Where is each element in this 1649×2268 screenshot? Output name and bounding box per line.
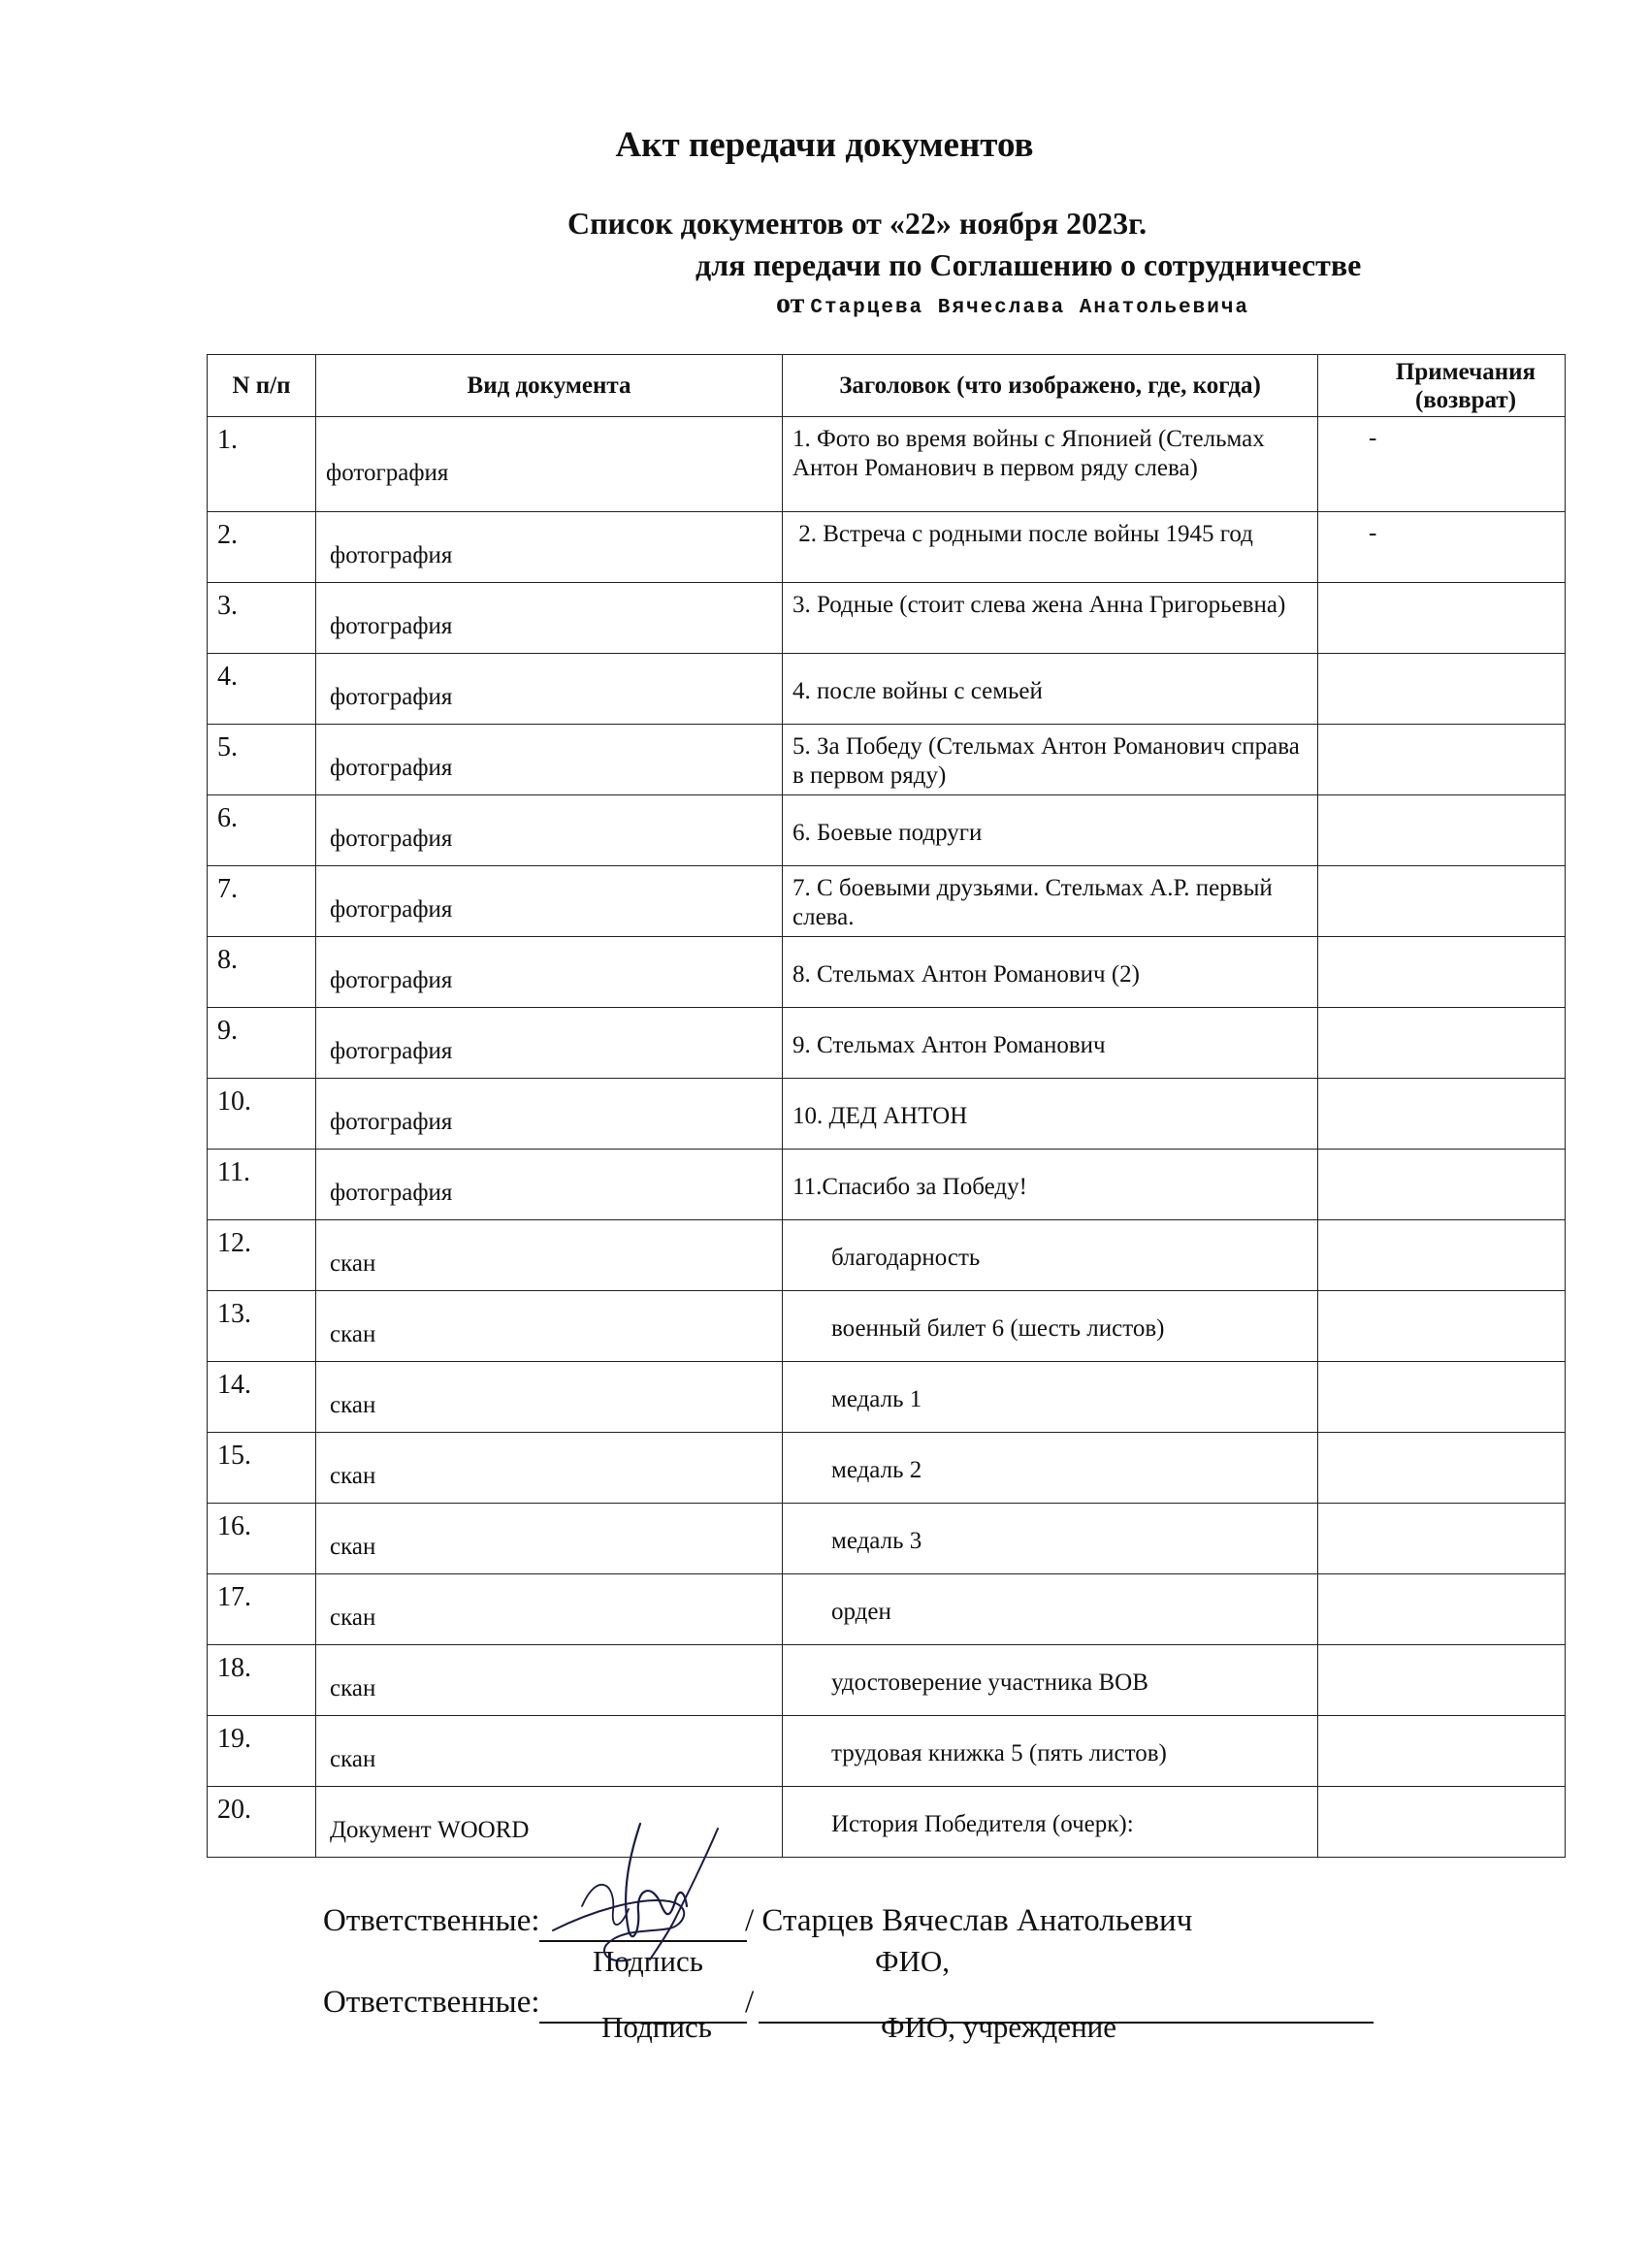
row-title: военный билет 6 (шесть листов) — [783, 1291, 1318, 1362]
row-number: 20. — [208, 1787, 316, 1858]
table-row — [208, 1716, 1566, 1787]
table-row — [208, 1433, 1566, 1504]
row-kind: скан — [316, 1220, 783, 1291]
row-note — [1318, 937, 1566, 1008]
responsible-label-2: Ответственные: — [323, 1985, 540, 2020]
row-note: - — [1318, 512, 1566, 583]
responsible-name-1: / Старцев Вячеслав Анатольевич — [745, 1903, 1193, 1938]
table-row — [208, 866, 1566, 937]
row-kind: скан — [316, 1362, 783, 1433]
table-row — [208, 512, 1566, 583]
row-number: 9. — [208, 1008, 316, 1079]
row-note: - — [1318, 417, 1566, 512]
row-title: благодарность — [783, 1220, 1318, 1291]
table-row — [208, 1008, 1566, 1079]
row-kind: фотография — [316, 1079, 783, 1150]
row-kind: скан — [316, 1716, 783, 1787]
row-kind: фотография — [316, 795, 783, 866]
row-note — [1318, 1574, 1566, 1645]
row-number: 4. — [208, 654, 316, 725]
fio-caption-1: ФИО, — [875, 1944, 951, 1978]
row-kind: фотография — [316, 725, 783, 795]
row-number: 6. — [208, 795, 316, 866]
agreement-line: для передачи по Соглашению о сотрудничестве — [695, 247, 1362, 282]
row-kind: фотография — [316, 866, 783, 937]
table-row — [208, 1645, 1566, 1716]
row-note — [1318, 1291, 1566, 1362]
table-row — [208, 795, 1566, 866]
row-note — [1318, 1504, 1566, 1574]
row-note — [1318, 583, 1566, 654]
row-number: 15. — [208, 1433, 316, 1504]
row-number: 1. — [208, 417, 316, 512]
row-title: 2. Встреча с родными после войны 1945 год — [783, 512, 1318, 583]
signature-caption-2: Подпись — [601, 2010, 712, 2044]
row-title: медаль 3 — [783, 1504, 1318, 1574]
row-number: 12. — [208, 1220, 316, 1291]
row-note — [1318, 1008, 1566, 1079]
table-row — [208, 1362, 1566, 1433]
row-title: 8. Стельмах Антон Романович (2) — [783, 937, 1318, 1008]
responsible-label-1: Ответственные: — [323, 1903, 540, 1938]
row-note — [1318, 654, 1566, 725]
from-prefix: от — [776, 287, 805, 319]
table-row — [208, 1079, 1566, 1150]
column-header-kind: Вид документа — [316, 355, 783, 417]
signature-caption-1: Подпись — [593, 1944, 703, 1978]
table-row — [208, 583, 1566, 654]
row-note — [1318, 1433, 1566, 1504]
row-kind: фотография — [316, 512, 783, 583]
row-number: 5. — [208, 725, 316, 795]
row-title: трудовая книжка 5 (пять листов) — [783, 1716, 1318, 1787]
row-number: 10. — [208, 1079, 316, 1150]
row-kind: скан — [316, 1291, 783, 1362]
column-header-title: Заголовок (что изображено, где, когда) — [783, 355, 1318, 417]
table-row — [208, 417, 1566, 512]
row-note — [1318, 795, 1566, 866]
from-line — [776, 287, 1249, 320]
row-kind: скан — [316, 1574, 783, 1645]
row-kind: фотография — [316, 417, 783, 512]
row-number: 11. — [208, 1150, 316, 1220]
row-number: 2. — [208, 512, 316, 583]
row-title: 5. За Победу (Стельмах Антон Романович справа в первом ряду) — [783, 725, 1318, 795]
table-row — [208, 1574, 1566, 1645]
row-title: 1. Фото во время войны с Японией (Стельмах Антон Романович в первом ряду слева) — [783, 417, 1318, 512]
row-title: 6. Боевые подруги — [783, 795, 1318, 866]
row-number: 14. — [208, 1362, 316, 1433]
row-number: 13. — [208, 1291, 316, 1362]
row-title: удостоверение участника ВОВ — [783, 1645, 1318, 1716]
table-row — [208, 725, 1566, 795]
row-note — [1318, 1645, 1566, 1716]
row-kind: скан — [316, 1433, 783, 1504]
row-kind: фотография — [316, 654, 783, 725]
row-kind: фотография — [316, 937, 783, 1008]
row-note — [1318, 1787, 1566, 1858]
row-note — [1318, 1716, 1566, 1787]
row-note — [1318, 1079, 1566, 1150]
row-title: История Победителя (очерк): — [783, 1787, 1318, 1858]
document-list-date: Список документов от «22» ноября 2023г. — [567, 206, 1148, 241]
row-title: 11.Спасибо за Победу! — [783, 1150, 1318, 1220]
table-row — [208, 937, 1566, 1008]
row-note — [1318, 1220, 1566, 1291]
row-title: медаль 2 — [783, 1433, 1318, 1504]
table-row — [208, 1220, 1566, 1291]
row-number: 16. — [208, 1504, 316, 1574]
column-header-number: N п/п — [208, 355, 316, 417]
table-row — [208, 1787, 1566, 1858]
row-title: 4. после войны с семьей — [783, 654, 1318, 725]
row-kind: Документ WOORD — [316, 1787, 783, 1858]
row-title: 10. ДЕД АНТОН — [783, 1079, 1318, 1150]
row-number: 19. — [208, 1716, 316, 1787]
row-number: 7. — [208, 866, 316, 937]
table-row — [208, 1504, 1566, 1574]
row-note — [1318, 1150, 1566, 1220]
fio-caption-2: ФИО, учреждение — [881, 2010, 1117, 2044]
column-header-notes: Примечания (возврат) — [1318, 355, 1566, 417]
handwritten-signature — [524, 1814, 776, 1979]
row-number: 17. — [208, 1574, 316, 1645]
table-row — [208, 654, 1566, 725]
row-title: 3. Родные (стоит слева жена Анна Григорьевна) — [783, 583, 1318, 654]
row-title: орден — [783, 1574, 1318, 1645]
row-note — [1318, 1362, 1566, 1433]
documents-table — [207, 354, 1566, 1858]
table-row — [208, 1291, 1566, 1362]
row-number: 8. — [208, 937, 316, 1008]
row-number: 3. — [208, 583, 316, 654]
from-name: Старцева Вячеслава Анатольевича — [810, 297, 1250, 319]
row-kind: скан — [316, 1645, 783, 1716]
row-title: 9. Стельмах Антон Романович — [783, 1008, 1318, 1079]
row-title: 7. С боевыми друзьями. Стельмах А.Р. первый слева. — [783, 866, 1318, 937]
row-number: 18. — [208, 1645, 316, 1716]
row-kind: фотография — [316, 1008, 783, 1079]
table-row — [208, 1150, 1566, 1220]
table-header-row — [208, 355, 1566, 417]
responsible-slash-2: / — [745, 1985, 755, 2020]
page-title: Акт передачи документов — [615, 125, 1034, 165]
row-kind: скан — [316, 1504, 783, 1574]
row-note — [1318, 866, 1566, 937]
row-title: медаль 1 — [783, 1362, 1318, 1433]
row-kind: фотография — [316, 1150, 783, 1220]
row-note — [1318, 725, 1566, 795]
row-kind: фотография — [316, 583, 783, 654]
